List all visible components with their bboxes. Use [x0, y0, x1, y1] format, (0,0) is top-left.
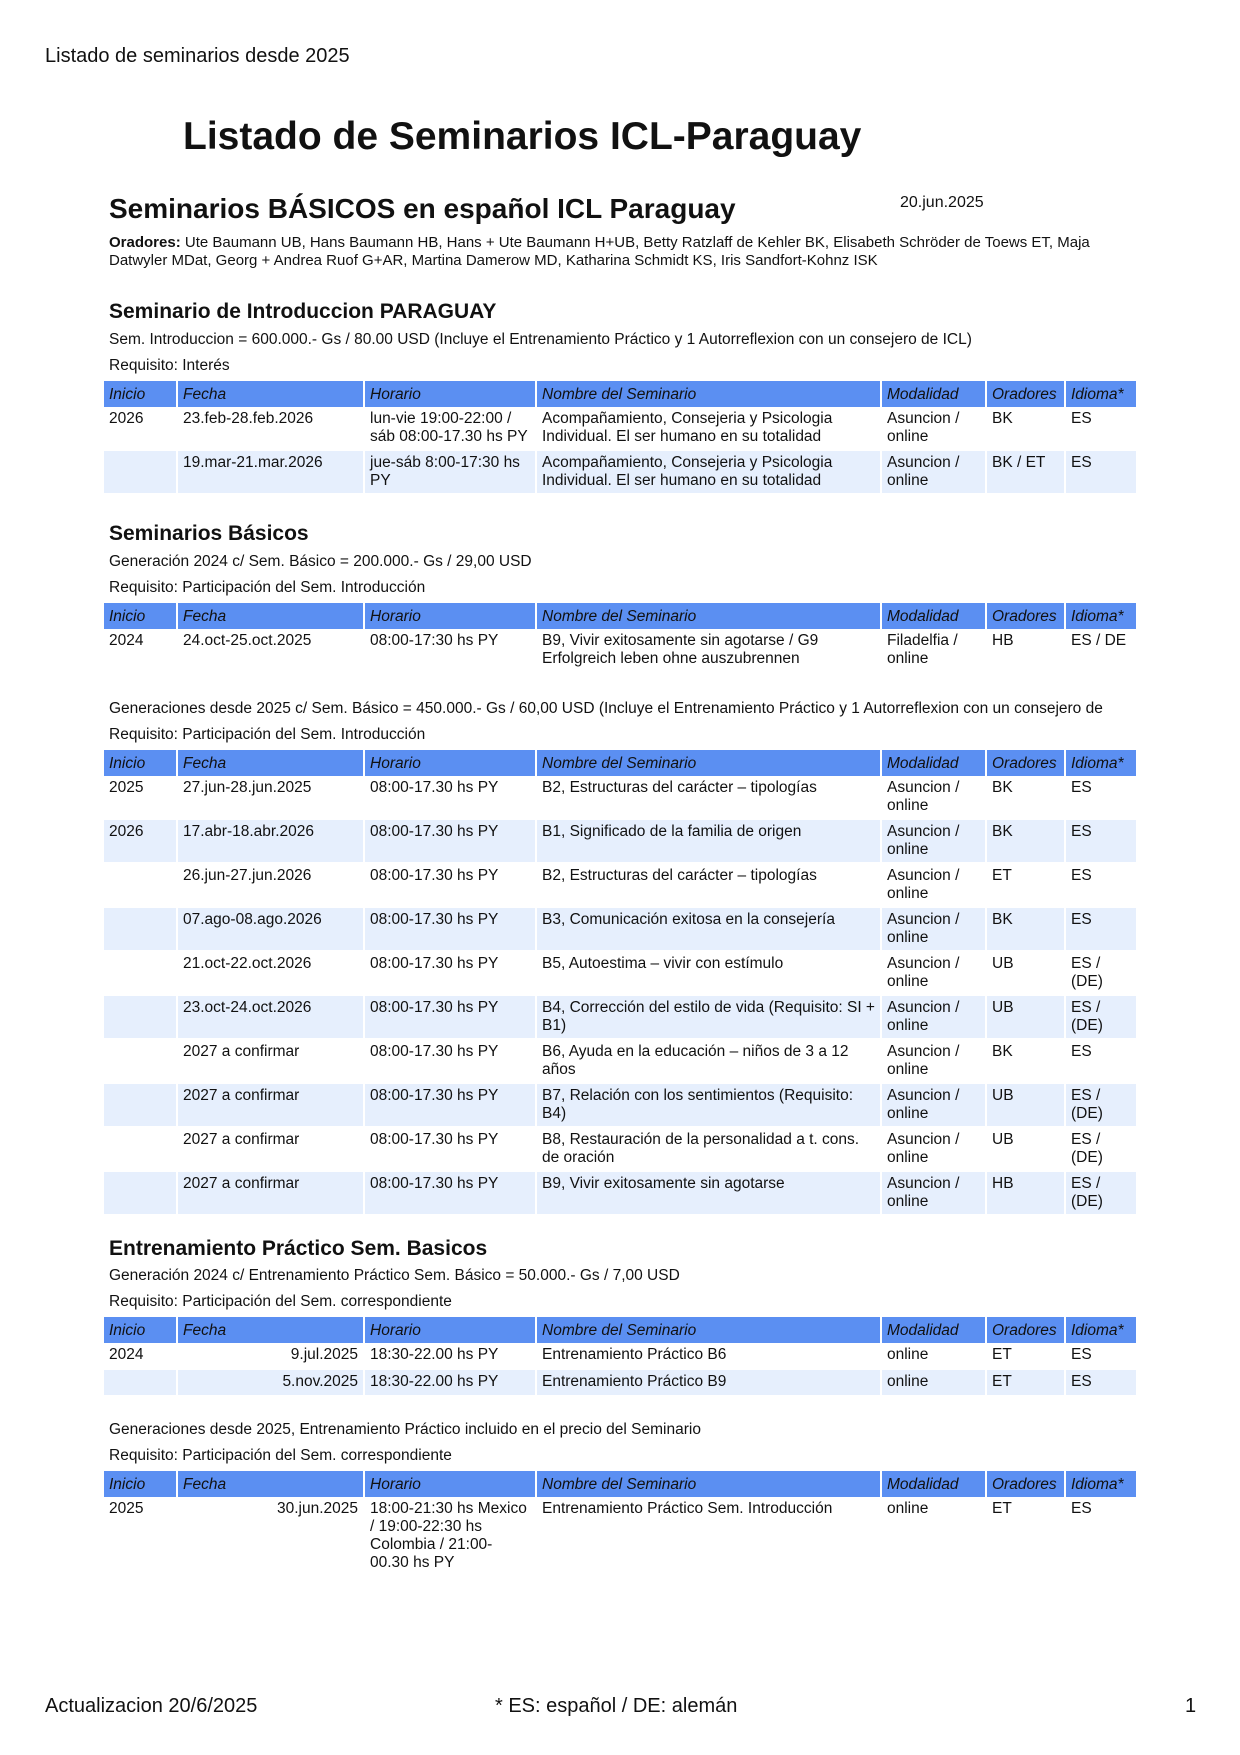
cell-inicio — [104, 1040, 178, 1084]
cell-inicio — [104, 1128, 178, 1172]
cell-modalidad: online — [882, 1343, 987, 1370]
cell-modalidad: Asuncion / online — [882, 864, 987, 908]
table-header-row — [104, 1471, 1138, 1497]
cell-oradores: UB — [987, 1084, 1066, 1128]
running-header: Listado de seminarios desde 2025 — [45, 45, 350, 67]
cell-idioma: ES / DE — [1066, 629, 1138, 673]
cell-oradores: BK — [987, 908, 1066, 952]
table-row — [104, 952, 1138, 996]
footer-legend: * ES: español / DE: alemán — [495, 1695, 738, 1717]
column-header-modalidad: Modalidad — [882, 750, 987, 776]
page-subtitle: Seminarios BÁSICOS en español ICL Paraguay — [109, 193, 736, 224]
column-header-inicio: Inicio — [104, 1471, 178, 1497]
practico2025-requirement: Requisito: Participación del Sem. correspondiente — [109, 1447, 452, 1464]
cell-modalidad: Asuncion / online — [882, 908, 987, 952]
table-row — [104, 1343, 1138, 1370]
cell-nombre: B8, Restauración de la personalidad a t. cons. de oración — [537, 1128, 882, 1172]
table-header-row — [104, 603, 1138, 629]
table-row — [104, 1370, 1138, 1397]
cell-idioma: ES — [1066, 451, 1138, 495]
cell-idioma: ES / (DE) — [1066, 1084, 1138, 1128]
cell-nombre: B2, Estructuras del carácter – tipologías — [537, 776, 882, 820]
cell-oradores: UB — [987, 1128, 1066, 1172]
cell-nombre: Entrenamiento Práctico Sem. Introducción — [537, 1497, 882, 1576]
cell-inicio: 2026 — [104, 407, 178, 451]
table-header-row — [104, 381, 1138, 407]
intro-requirement: Requisito: Interés — [109, 357, 230, 374]
cell-modalidad: Asuncion / online — [882, 451, 987, 495]
table-row — [104, 1172, 1138, 1216]
practico-price: Generación 2024 c/ Entrenamiento Práctico Sem. Básico = 50.000.- Gs / 7,00 USD — [109, 1267, 680, 1284]
column-header-inicio: Inicio — [104, 1317, 178, 1343]
cell-horario: 08:00-17.30 hs PY — [365, 864, 537, 908]
cell-oradores: HB — [987, 629, 1066, 673]
column-header-inicio: Inicio — [104, 750, 178, 776]
cell-horario: 08:00-17.30 hs PY — [365, 820, 537, 864]
cell-fecha: 2027 a confirmar — [178, 1084, 365, 1128]
column-header-oradores: Oradores — [987, 750, 1066, 776]
cell-oradores: UB — [987, 952, 1066, 996]
basicos2025-price: Generaciones desde 2025 c/ Sem. Básico = 450.000.- Gs / 60,00 USD (Incluye el Entrenamiento Práctico y 1 Autorreflexion con un consejero de — [109, 700, 1103, 717]
column-header-horario: Horario — [365, 750, 537, 776]
speakers-label: Oradores: — [109, 234, 181, 251]
cell-horario: 08:00-17.30 hs PY — [365, 1128, 537, 1172]
cell-horario: 08:00-17.30 hs PY — [365, 952, 537, 996]
column-header-inicio: Inicio — [104, 603, 178, 629]
table-header-row — [104, 750, 1138, 776]
cell-oradores: HB — [987, 1172, 1066, 1216]
speakers-list — [109, 234, 1139, 270]
column-header-fecha: Fecha — [178, 381, 365, 407]
cell-fecha: 26.jun-27.jun.2026 — [178, 864, 365, 908]
page-number: 1 — [1185, 1695, 1197, 1717]
cell-oradores: BK — [987, 1040, 1066, 1084]
cell-fecha: 23.oct-24.oct.2026 — [178, 996, 365, 1040]
intro-price: Sem. Introduccion = 600.000.- Gs / 80.00 USD (Incluye el Entrenamiento Práctico y 1 Autorreflexion con un consejero de ICL) — [109, 331, 972, 348]
table-row — [104, 908, 1138, 952]
column-header-nombre: Nombre del Seminario — [537, 603, 882, 629]
practico-requirement: Requisito: Participación del Sem. correspondiente — [109, 1293, 452, 1310]
cell-oradores: ET — [987, 1343, 1066, 1370]
cell-nombre: B5, Autoestima – vivir con estímulo — [537, 952, 882, 996]
cell-horario: 08:00-17:30 hs PY — [365, 629, 537, 673]
cell-oradores: BK — [987, 820, 1066, 864]
cell-inicio — [104, 864, 178, 908]
cell-idioma: ES — [1066, 407, 1138, 451]
cell-inicio — [104, 451, 178, 495]
cell-nombre: B1, Significado de la familia de origen — [537, 820, 882, 864]
cell-idioma: ES — [1066, 1343, 1138, 1370]
column-header-nombre: Nombre del Seminario — [537, 1317, 882, 1343]
table-row — [104, 451, 1138, 495]
cell-inicio — [104, 1084, 178, 1128]
cell-horario: 08:00-17.30 hs PY — [365, 1172, 537, 1216]
column-header-idioma: Idioma* — [1066, 381, 1138, 407]
column-header-modalidad: Modalidad — [882, 603, 987, 629]
table-basicos-2025 — [104, 750, 1138, 1216]
section-title-intro: Seminario de Introduccion PARAGUAY — [109, 300, 497, 323]
column-header-fecha: Fecha — [178, 1317, 365, 1343]
table-row — [104, 776, 1138, 820]
cell-modalidad: Asuncion / online — [882, 1128, 987, 1172]
cell-horario: 08:00-17.30 hs PY — [365, 908, 537, 952]
table-header-row — [104, 1317, 1138, 1343]
cell-oradores: ET — [987, 864, 1066, 908]
cell-modalidad: Asuncion / online — [882, 820, 987, 864]
column-header-fecha: Fecha — [178, 1471, 365, 1497]
cell-idioma: ES — [1066, 1040, 1138, 1084]
column-header-horario: Horario — [365, 1317, 537, 1343]
cell-inicio — [104, 1370, 178, 1397]
table-practico-2024 — [104, 1317, 1138, 1397]
table-row — [104, 1040, 1138, 1084]
table-intro — [104, 381, 1138, 495]
cell-horario: 08:00-17.30 hs PY — [365, 1040, 537, 1084]
table-practico-2025 — [104, 1471, 1138, 1576]
cell-modalidad: Filadelfia / online — [882, 629, 987, 673]
cell-modalidad: Asuncion / online — [882, 1040, 987, 1084]
basicos2025-requirement: Requisito: Participación del Sem. Introducción — [109, 726, 426, 743]
cell-horario: 08:00-17.30 hs PY — [365, 996, 537, 1040]
cell-nombre: B6, Ayuda en la educación – niños de 3 a 12 años — [537, 1040, 882, 1084]
cell-oradores: BK / ET — [987, 451, 1066, 495]
column-header-idioma: Idioma* — [1066, 603, 1138, 629]
column-header-fecha: Fecha — [178, 750, 365, 776]
cell-fecha: 2027 a confirmar — [178, 1172, 365, 1216]
cell-horario: 18:00-21:30 hs Mexico / 19:00-22:30 hs Colombia / 21:00-00.30 hs PY — [365, 1497, 537, 1576]
cell-fecha: 9.jul.2025 — [178, 1343, 365, 1370]
document-date: 20.jun.2025 — [900, 194, 984, 211]
column-header-idioma: Idioma* — [1066, 750, 1138, 776]
cell-idioma: ES / (DE) — [1066, 1128, 1138, 1172]
table-basicos-2024 — [104, 603, 1138, 673]
column-header-nombre: Nombre del Seminario — [537, 381, 882, 407]
column-header-nombre: Nombre del Seminario — [537, 750, 882, 776]
practico2025-price: Generaciones desde 2025, Entrenamiento Práctico incluido en el precio del Seminario — [109, 1421, 701, 1438]
column-header-horario: Horario — [365, 1471, 537, 1497]
column-header-horario: Horario — [365, 603, 537, 629]
speakers-text: Ute Baumann UB, Hans Baumann HB, Hans + Ute Baumann H+UB, Betty Ratzlaff de Kehler BK, Elisabeth Schröder de Toews ET, Maja Datwyler MDat, Georg + Andrea Ruof G+AR, Martina Damerow MD, Katharina Schmidt KS, Iris Sandfort-Kohnz ISK — [109, 234, 1090, 269]
cell-modalidad: Asuncion / online — [882, 1084, 987, 1128]
cell-horario: 08:00-17.30 hs PY — [365, 776, 537, 820]
basicos-price: Generación 2024 c/ Sem. Básico = 200.000.- Gs / 29,00 USD — [109, 553, 532, 570]
cell-modalidad: online — [882, 1370, 987, 1397]
cell-horario: 18:30-22.00 hs PY — [365, 1343, 537, 1370]
column-header-horario: Horario — [365, 381, 537, 407]
cell-fecha: 5.nov.2025 — [178, 1370, 365, 1397]
cell-fecha: 27.jun-28.jun.2025 — [178, 776, 365, 820]
cell-modalidad: Asuncion / online — [882, 1172, 987, 1216]
cell-horario: 08:00-17.30 hs PY — [365, 1084, 537, 1128]
cell-idioma: ES / (DE) — [1066, 996, 1138, 1040]
cell-idioma: ES / (DE) — [1066, 1172, 1138, 1216]
cell-nombre: B2, Estructuras del carácter – tipologías — [537, 864, 882, 908]
cell-modalidad: Asuncion / online — [882, 952, 987, 996]
cell-inicio: 2024 — [104, 1343, 178, 1370]
cell-inicio: 2024 — [104, 629, 178, 673]
table-row — [104, 1497, 1138, 1576]
cell-fecha: 30.jun.2025 — [178, 1497, 365, 1576]
column-header-modalidad: Modalidad — [882, 381, 987, 407]
basicos-requirement: Requisito: Participación del Sem. Introducción — [109, 579, 426, 596]
cell-idioma: ES — [1066, 776, 1138, 820]
column-header-nombre: Nombre del Seminario — [537, 1471, 882, 1497]
column-header-modalidad: Modalidad — [882, 1471, 987, 1497]
cell-idioma: ES — [1066, 1370, 1138, 1397]
cell-oradores: UB — [987, 996, 1066, 1040]
cell-nombre: B4, Corrección del estilo de vida (Requisito: SI + B1) — [537, 996, 882, 1040]
cell-fecha: 07.ago-08.ago.2026 — [178, 908, 365, 952]
cell-fecha: 21.oct-22.oct.2026 — [178, 952, 365, 996]
table-row — [104, 820, 1138, 864]
cell-fecha: 23.feb-28.feb.2026 — [178, 407, 365, 451]
section-title-practico: Entrenamiento Práctico Sem. Basicos — [109, 1237, 488, 1260]
cell-inicio — [104, 952, 178, 996]
page-title: Listado de Seminarios ICL-Paraguay — [183, 115, 862, 158]
cell-inicio: 2026 — [104, 820, 178, 864]
cell-fecha: 2027 a confirmar — [178, 1040, 365, 1084]
table-row — [104, 1084, 1138, 1128]
column-header-idioma: Idioma* — [1066, 1471, 1138, 1497]
column-header-fecha: Fecha — [178, 603, 365, 629]
cell-fecha: 19.mar-21.mar.2026 — [178, 451, 365, 495]
cell-oradores: ET — [987, 1497, 1066, 1576]
column-header-inicio: Inicio — [104, 381, 178, 407]
cell-nombre: B3, Comunicación exitosa en la consejería — [537, 908, 882, 952]
cell-nombre: Acompañamiento, Consejeria y Psicologia Individual. El ser humano en su totalidad — [537, 407, 882, 451]
column-header-idioma: Idioma* — [1066, 1317, 1138, 1343]
cell-modalidad: Asuncion / online — [882, 776, 987, 820]
cell-idioma: ES — [1066, 820, 1138, 864]
table-row — [104, 1128, 1138, 1172]
cell-oradores: BK — [987, 776, 1066, 820]
cell-inicio — [104, 1172, 178, 1216]
footer-updated: Actualizacion 20/6/2025 — [45, 1695, 258, 1717]
column-header-oradores: Oradores — [987, 603, 1066, 629]
table-row — [104, 629, 1138, 673]
table-row — [104, 864, 1138, 908]
table-row — [104, 407, 1138, 451]
cell-modalidad: Asuncion / online — [882, 407, 987, 451]
cell-nombre: B7, Relación con los sentimientos (Requisito: B4) — [537, 1084, 882, 1128]
cell-nombre: Entrenamiento Práctico B9 — [537, 1370, 882, 1397]
cell-fecha: 24.oct-25.oct.2025 — [178, 629, 365, 673]
cell-inicio: 2025 — [104, 1497, 178, 1576]
cell-oradores: BK — [987, 407, 1066, 451]
cell-idioma: ES — [1066, 908, 1138, 952]
cell-nombre: B9, Vivir exitosamente sin agotarse — [537, 1172, 882, 1216]
cell-horario: lun-vie 19:00-22:00 / sáb 08:00-17.30 hs PY — [365, 407, 537, 451]
cell-idioma: ES — [1066, 1497, 1138, 1576]
cell-horario: 18:30-22.00 hs PY — [365, 1370, 537, 1397]
cell-nombre: Entrenamiento Práctico B6 — [537, 1343, 882, 1370]
cell-idioma: ES — [1066, 864, 1138, 908]
column-header-oradores: Oradores — [987, 381, 1066, 407]
cell-modalidad: Asuncion / online — [882, 996, 987, 1040]
cell-nombre: B9, Vivir exitosamente sin agotarse / G9 Erfolgreich leben ohne auszubrennen — [537, 629, 882, 673]
cell-inicio: 2025 — [104, 776, 178, 820]
section-title-basicos: Seminarios Básicos — [109, 522, 309, 545]
cell-fecha: 2027 a confirmar — [178, 1128, 365, 1172]
cell-oradores: ET — [987, 1370, 1066, 1397]
column-header-oradores: Oradores — [987, 1317, 1066, 1343]
cell-inicio — [104, 996, 178, 1040]
table-row — [104, 996, 1138, 1040]
cell-idioma: ES / (DE) — [1066, 952, 1138, 996]
cell-fecha: 17.abr-18.abr.2026 — [178, 820, 365, 864]
cell-nombre: Acompañamiento, Consejeria y Psicologia Individual. El ser humano en su totalidad — [537, 451, 882, 495]
cell-inicio — [104, 908, 178, 952]
column-header-modalidad: Modalidad — [882, 1317, 987, 1343]
cell-modalidad: online — [882, 1497, 987, 1576]
column-header-oradores: Oradores — [987, 1471, 1066, 1497]
cell-horario: jue-sáb 8:00-17:30 hs PY — [365, 451, 537, 495]
